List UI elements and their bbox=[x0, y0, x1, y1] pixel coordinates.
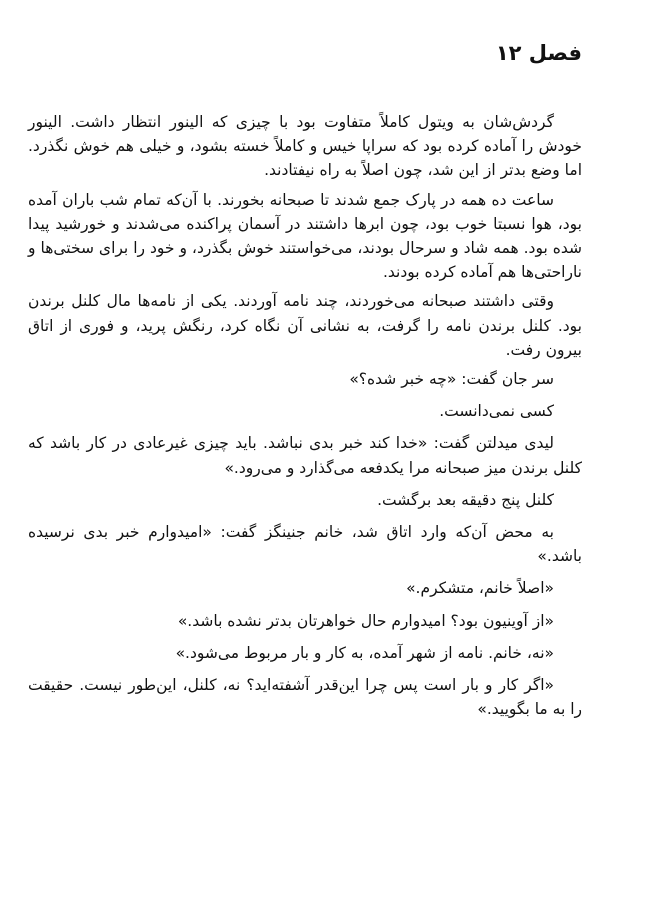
dialogue-lady-middleton: لیدی میدلتن گفت: «خدا کند خبر بدی نباشد. باید چیزی غیرعادی در کار باشد که کلنل برندن میز صبحانه مرا یکدفعه می‌گذارد و می‌رود.» bbox=[28, 434, 582, 477]
paragraph-colonel-returns: کلنل پنج دقیقه بعد برگشت. bbox=[377, 490, 554, 509]
dialogue-tell-truth: «اگر کار و بار است پس چرا این‌قدر آشفته‌اید؟ نه، کلنل، این‌طور نیست. حقیقت را به ما بگویید.» bbox=[28, 676, 582, 719]
paragraph-nobody-knew: کسی نمی‌دانست. bbox=[439, 402, 554, 421]
dialogue-mrs-jennings: به محض آن‌که وارد اتاق شد، خانم جنینگز گفت: «امیدوارم خبر بدی نرسیده باشد.» bbox=[28, 523, 582, 566]
paragraph-letters-arrive: وقتی داشتند صبحانه می‌خوردند، چند نامه آوردند. یکی از نامه‌ها مال کلنل برندن بود. کلنل برندن نامه را گرفت، به نشانی آن نگاه کرد، رنگش پرید، و فوری از اتاق بیرون رفت. bbox=[28, 292, 582, 359]
paragraph-breakfast-gathering: ساعت ده همه در پارک جمع شدند تا صبحانه بخورند. با آن‌که تمام شب باران آمده بود، هوا نسبتا خوب بود، چون ابرها داشتند در آسمان پراکنده می‌شدند و خورشید پیدا شده بود. همه شاد و سرحال بودند، می‌خواستند خوش بگذرد، و خود را برای سختی‌ها و ناراحتی‌ها هم آماده کرده بودند. bbox=[28, 190, 582, 282]
dialogue-colonel-reply: «اصلاً خانم، متشکرم.» bbox=[406, 579, 554, 598]
dialogue-sir-john: سر جان گفت: «چه خبر شده؟» bbox=[349, 370, 554, 389]
chapter-title: فصل ۱۲ bbox=[495, 41, 582, 65]
dialogue-business-reply: «نه، خانم. نامه از شهر آمده، به کار و بار مربوط می‌شود.» bbox=[175, 643, 554, 662]
paragraph-trip-expectation: گردش‌شان به ویتول کاملاً متفاوت بود با چیزی که الینور انتظار داشت. الینور خودش را آماده کرده بود که سراپا خیس و کاملاً خسته بشود، و خیلی هم خوش نگذرد. اما وضع بدتر از این شد، چون اصلاً به راه نیفتادند. bbox=[28, 113, 582, 180]
dialogue-avignon-question: «از آوینیون بود؟ امیدوارم حال خواهرتان بدتر نشده باشد.» bbox=[177, 611, 554, 630]
